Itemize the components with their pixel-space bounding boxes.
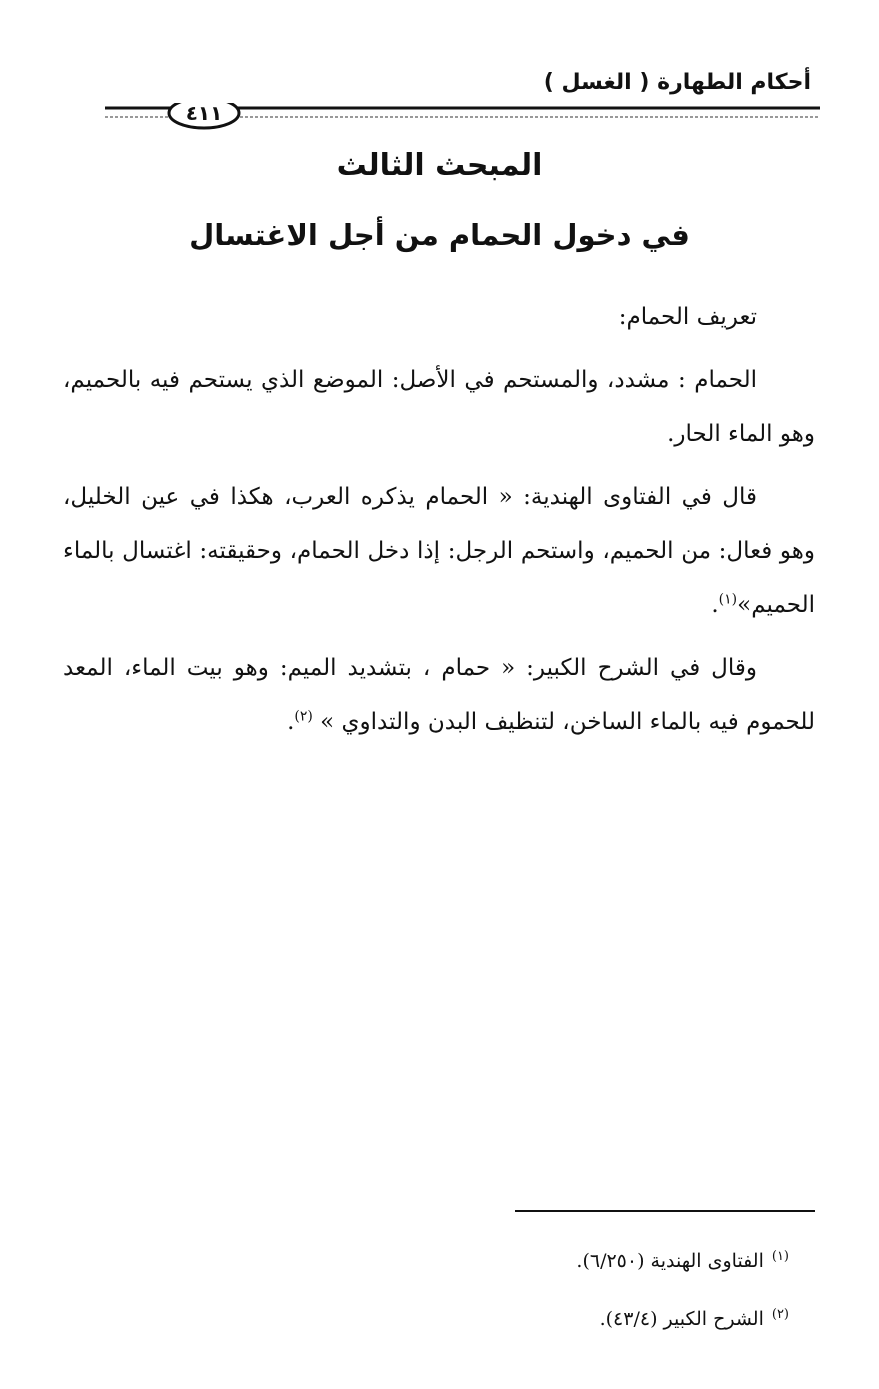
period: . — [287, 709, 295, 735]
paragraph-definition: الحمام : مشدد، والمستحم في الأصل: الموضع الذي يستحم فيه بالحميم، وهو الماء الحار. — [63, 367, 815, 447]
footnote-1 — [289, 1232, 789, 1290]
section-title: في دخول الحمام من أجل الاغتسال — [189, 218, 690, 252]
paragraph-sharh-kabir — [63, 641, 815, 749]
paragraph-hindiyya — [63, 470, 815, 632]
definition-heading: تعريف الحمام: — [618, 304, 757, 330]
period: . — [711, 592, 719, 618]
footnote-text: الشرح الكبير (٤٣/٤). — [599, 1308, 764, 1330]
footnote-marker-2[interactable]: (٢) — [294, 708, 313, 725]
body-text — [63, 290, 815, 758]
footnote-separator — [515, 1210, 815, 1212]
running-title: أحكام الطهارة ( الغسل ) — [543, 70, 811, 95]
footnotes — [289, 1232, 789, 1348]
footnote-number: (١) — [771, 1248, 789, 1264]
footnote-2 — [289, 1290, 789, 1348]
sharh-kabir-quote: وقال في الشرح الكبير: « حمام ، بتشديد الميم: وهو بيت الماء، المعد للحموم فيه بالماء الساخن، لتنظيف البدن والتداوي » — [63, 655, 815, 735]
footnote-marker-1[interactable]: (١) — [718, 591, 738, 608]
page-number: ٤١١ — [185, 101, 223, 125]
footnote-text: الفتاوى الهندية (٦/٢٥٠). — [576, 1250, 764, 1272]
hindiyya-quote: قال في الفتاوى الهندية: « الحمام يذكره العرب، هكذا في عين الخليل، وهو فعال: من الحميم، واستحم الرجل: إذا دخل الحمام، وحقيقته: اغتسال بالماء الحميم» — [63, 484, 815, 618]
chapter-title: المبحث الثالث — [336, 148, 543, 183]
footnote-number: (٢) — [771, 1306, 789, 1322]
